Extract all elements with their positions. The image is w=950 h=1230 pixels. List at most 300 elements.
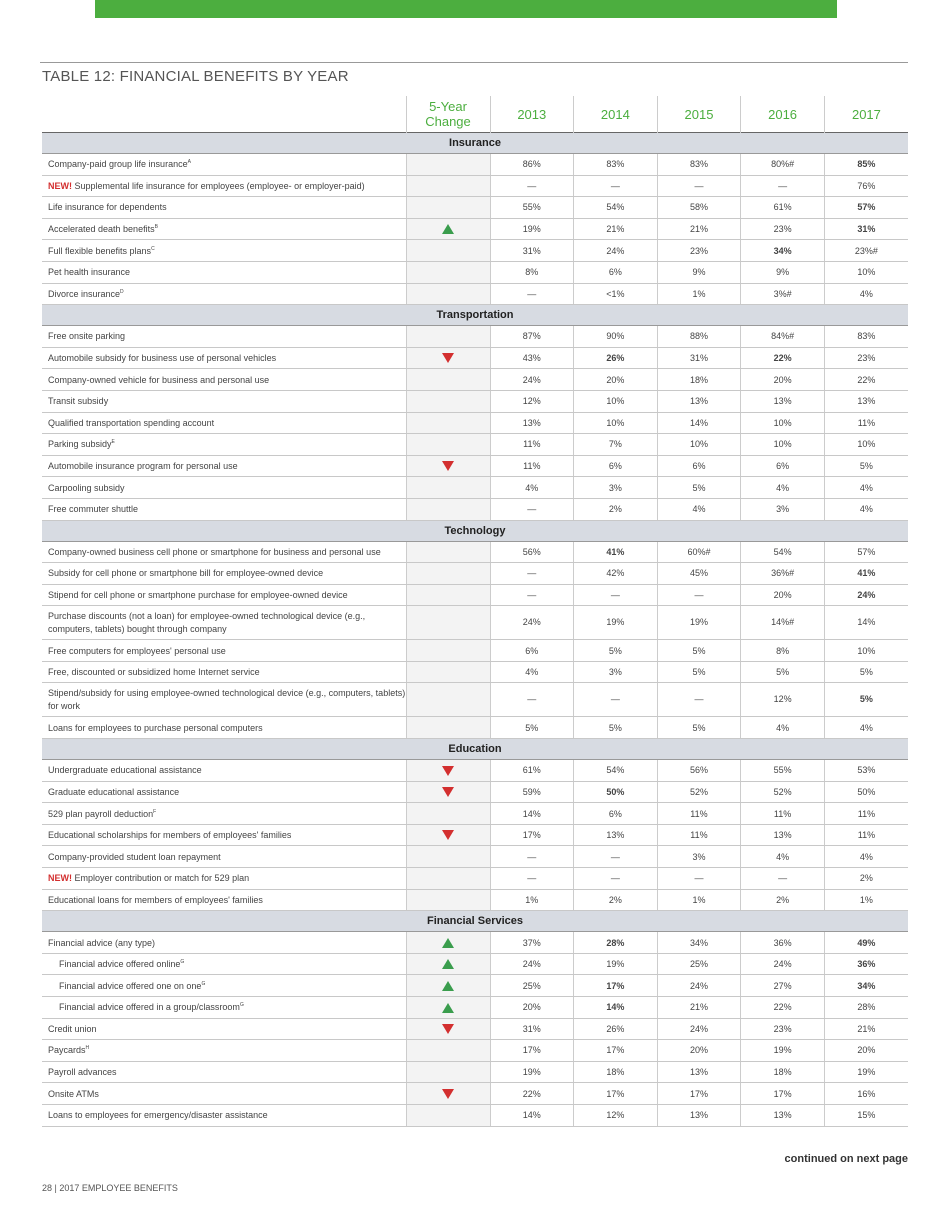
value-cell-2015: 24% <box>657 975 741 997</box>
year-header-2014: 2014 <box>574 96 658 133</box>
value-cell-2014: — <box>574 868 658 890</box>
row-label <box>42 683 406 717</box>
value-cell-2013: 19% <box>490 1061 574 1083</box>
value-cell-2016: 84%# <box>741 326 825 348</box>
value-cell-2014: 41% <box>574 541 658 563</box>
row-label-text: Undergraduate educational assistance <box>48 765 202 776</box>
row-label <box>42 975 406 997</box>
value-cell-2015: 13% <box>657 1104 741 1126</box>
value-cell-2013: 1% <box>490 889 574 911</box>
value-cell-2016: 11% <box>741 803 825 825</box>
value-cell-2014: — <box>574 175 658 197</box>
table-row <box>42 932 908 954</box>
triangle-down-icon <box>442 766 454 776</box>
row-label <box>42 781 406 803</box>
value-cell-2013: — <box>490 175 574 197</box>
row-label <box>42 997 406 1019</box>
value-cell-2013: 37% <box>490 932 574 954</box>
footnote-marker: B <box>154 224 158 231</box>
section-title: Insurance <box>42 133 908 154</box>
row-label <box>42 218 406 240</box>
value-cell-2013: 12% <box>490 390 574 412</box>
row-label-text: Carpooling subsidy <box>48 482 125 493</box>
change-cell <box>406 1104 490 1126</box>
table-row <box>42 824 908 846</box>
new-badge: NEW! <box>48 180 72 191</box>
table-row <box>42 661 908 683</box>
value-cell-2016: 22% <box>741 997 825 1019</box>
table-row <box>42 953 908 975</box>
value-cell-2015: 45% <box>657 563 741 585</box>
value-cell-2016: 80%# <box>741 154 825 176</box>
table-row <box>42 781 908 803</box>
value-cell-2013: 24% <box>490 606 574 640</box>
footnote-marker: E <box>111 439 115 446</box>
table-row <box>42 606 908 640</box>
year-header-2017: 2017 <box>824 96 908 133</box>
value-cell-2014: 54% <box>574 760 658 782</box>
value-cell-2013: — <box>490 868 574 890</box>
section-header-row <box>42 739 908 760</box>
row-label <box>42 369 406 391</box>
value-cell-2013: 86% <box>490 154 574 176</box>
change-cell <box>406 390 490 412</box>
table-row <box>42 1083 908 1105</box>
row-label <box>42 760 406 782</box>
value-cell-2013: 11% <box>490 434 574 456</box>
value-cell-2016: 54% <box>741 541 825 563</box>
value-cell-2017: 4% <box>824 846 908 868</box>
value-cell-2017: 19% <box>824 1061 908 1083</box>
value-cell-2016: 27% <box>741 975 825 997</box>
change-cell <box>406 717 490 739</box>
value-cell-2016: 24% <box>741 953 825 975</box>
value-cell-2013: — <box>490 563 574 585</box>
value-cell-2016: 4% <box>741 846 825 868</box>
table-row <box>42 1104 908 1126</box>
row-label-text: Qualified transportation spending account <box>48 417 215 428</box>
value-cell-2013: 55% <box>490 197 574 219</box>
value-cell-2014: — <box>574 846 658 868</box>
value-cell-2017: 49% <box>824 932 908 954</box>
table-row <box>42 175 908 197</box>
value-cell-2014: 12% <box>574 1104 658 1126</box>
title-rule <box>40 62 908 63</box>
value-cell-2015: 1% <box>657 889 741 911</box>
value-cell-2016: 23% <box>741 1018 825 1040</box>
value-cell-2014: 10% <box>574 412 658 434</box>
value-cell-2015: 52% <box>657 781 741 803</box>
value-cell-2017: 1% <box>824 889 908 911</box>
value-cell-2015: 21% <box>657 218 741 240</box>
value-cell-2013: 24% <box>490 369 574 391</box>
row-label-text: Employer contribution or match for 529 plan <box>72 873 250 884</box>
table-row <box>42 846 908 868</box>
value-cell-2014: 24% <box>574 240 658 262</box>
triangle-up-icon <box>442 938 454 948</box>
triangle-down-icon <box>442 1089 454 1099</box>
table-row <box>42 369 908 391</box>
table-row <box>42 434 908 456</box>
row-label-text: Educational loans for members of employees' families <box>48 894 263 905</box>
value-cell-2014: 19% <box>574 953 658 975</box>
table-row <box>42 1040 908 1062</box>
triangle-up-icon <box>442 224 454 234</box>
row-label <box>42 563 406 585</box>
change-cell <box>406 412 490 434</box>
value-cell-2014: 5% <box>574 717 658 739</box>
change-cell <box>406 1018 490 1040</box>
change-cell <box>406 1040 490 1062</box>
value-cell-2013: 87% <box>490 326 574 348</box>
row-label <box>42 1061 406 1083</box>
value-cell-2016: 55% <box>741 760 825 782</box>
footnote-marker: D <box>120 288 124 295</box>
section-title: Education <box>42 739 908 760</box>
value-cell-2014: 14% <box>574 997 658 1019</box>
value-cell-2015: — <box>657 584 741 606</box>
value-cell-2015: 17% <box>657 1083 741 1105</box>
value-cell-2015: 19% <box>657 606 741 640</box>
row-label-text: Free commuter shuttle <box>48 504 139 515</box>
row-label-text: Paycards <box>48 1045 86 1056</box>
row-label-text: Loans to employees for emergency/disaster assistance <box>48 1110 268 1121</box>
row-label <box>42 390 406 412</box>
value-cell-2017: 16% <box>824 1083 908 1105</box>
change-cell <box>406 889 490 911</box>
change-cell <box>406 606 490 640</box>
value-cell-2016: 4% <box>741 477 825 499</box>
value-cell-2017: 34% <box>824 975 908 997</box>
value-cell-2014: 13% <box>574 824 658 846</box>
footnote-marker: G <box>239 1002 244 1009</box>
value-cell-2015: 11% <box>657 803 741 825</box>
table-row <box>42 717 908 739</box>
table-row <box>42 584 908 606</box>
value-cell-2014: 6% <box>574 803 658 825</box>
value-cell-2013: 14% <box>490 803 574 825</box>
change-cell <box>406 584 490 606</box>
table-row <box>42 412 908 434</box>
value-cell-2015: 4% <box>657 498 741 520</box>
value-cell-2017: 5% <box>824 683 908 717</box>
change-cell <box>406 154 490 176</box>
value-cell-2014: 3% <box>574 661 658 683</box>
value-cell-2016: 3% <box>741 498 825 520</box>
value-cell-2017: 5% <box>824 661 908 683</box>
value-cell-2015: 88% <box>657 326 741 348</box>
row-label <box>42 283 406 305</box>
footnote-marker: G <box>201 980 206 987</box>
change-cell <box>406 498 490 520</box>
value-cell-2017: 24% <box>824 584 908 606</box>
row-label <box>42 154 406 176</box>
value-cell-2016: 3%# <box>741 283 825 305</box>
table-row <box>42 1018 908 1040</box>
value-cell-2016: 17% <box>741 1083 825 1105</box>
change-cell <box>406 683 490 717</box>
table-row <box>42 868 908 890</box>
value-cell-2015: 5% <box>657 477 741 499</box>
value-cell-2015: 21% <box>657 997 741 1019</box>
row-label <box>42 175 406 197</box>
year-header-2016: 2016 <box>741 96 825 133</box>
change-cell <box>406 868 490 890</box>
row-label-text: Educational scholarships for members of employees' families <box>48 830 292 841</box>
row-label-text: Company-paid group life insurance <box>48 159 188 170</box>
value-cell-2017: 57% <box>824 541 908 563</box>
row-label <box>42 455 406 477</box>
value-cell-2017: 21% <box>824 1018 908 1040</box>
table-row <box>42 889 908 911</box>
change-cell <box>406 846 490 868</box>
value-cell-2016: 34% <box>741 240 825 262</box>
row-label-text: Pet health insurance <box>48 267 131 278</box>
value-cell-2014: 90% <box>574 326 658 348</box>
value-cell-2014: 7% <box>574 434 658 456</box>
value-cell-2014: 54% <box>574 197 658 219</box>
value-cell-2017: 85% <box>824 154 908 176</box>
row-label-text: Accelerated death benefits <box>48 224 155 235</box>
year-header-2013: 2013 <box>490 96 574 133</box>
value-cell-2013: 31% <box>490 240 574 262</box>
change-cell <box>406 261 490 283</box>
value-cell-2016: 12% <box>741 683 825 717</box>
value-cell-2013: 5% <box>490 717 574 739</box>
footnote-marker: H <box>85 1045 90 1052</box>
value-cell-2017: 4% <box>824 498 908 520</box>
triangle-down-icon <box>442 787 454 797</box>
section-title: Technology <box>42 520 908 541</box>
value-cell-2017: 28% <box>824 997 908 1019</box>
row-label-text: Stipend for cell phone or smartphone purchase for employee-owned device <box>48 589 348 600</box>
change-cell <box>406 1083 490 1105</box>
value-cell-2014: — <box>574 683 658 717</box>
value-cell-2015: 13% <box>657 390 741 412</box>
table-row <box>42 455 908 477</box>
value-cell-2015: 18% <box>657 369 741 391</box>
value-cell-2015: 9% <box>657 261 741 283</box>
value-cell-2016: — <box>741 175 825 197</box>
change-cell <box>406 175 490 197</box>
value-cell-2017: 23%# <box>824 240 908 262</box>
label-column-header <box>42 96 406 133</box>
value-cell-2016: 20% <box>741 584 825 606</box>
value-cell-2015: 60%# <box>657 541 741 563</box>
row-label-text: Financial advice offered one on one <box>59 980 202 991</box>
value-cell-2016: 13% <box>741 824 825 846</box>
section-title: Financial Services <box>42 911 908 932</box>
page-footer: 28 | 2017 EMPLOYEE BENEFITS <box>42 1183 178 1193</box>
value-cell-2013: 31% <box>490 1018 574 1040</box>
row-label <box>42 640 406 662</box>
value-cell-2014: 83% <box>574 154 658 176</box>
change-cell <box>406 326 490 348</box>
value-cell-2014: 20% <box>574 369 658 391</box>
value-cell-2014: 5% <box>574 640 658 662</box>
row-label <box>42 197 406 219</box>
value-cell-2017: 14% <box>824 606 908 640</box>
row-label-text: Company-provided student loan repayment <box>48 851 221 862</box>
change-cell <box>406 661 490 683</box>
value-cell-2016: 19% <box>741 1040 825 1062</box>
change-cell <box>406 997 490 1019</box>
row-label <box>42 412 406 434</box>
change-cell <box>406 197 490 219</box>
value-cell-2014: 21% <box>574 218 658 240</box>
change-column-header: 5-Year Change <box>406 96 490 133</box>
table-row <box>42 240 908 262</box>
triangle-up-icon <box>442 1003 454 1013</box>
row-label-text: Financial advice (any type) <box>48 937 156 948</box>
change-cell <box>406 803 490 825</box>
value-cell-2013: 22% <box>490 1083 574 1105</box>
value-cell-2014: — <box>574 584 658 606</box>
row-label <box>42 846 406 868</box>
section-header-row <box>42 520 908 541</box>
value-cell-2013: 6% <box>490 640 574 662</box>
value-cell-2015: 5% <box>657 717 741 739</box>
row-label-text: Free, discounted or subsidized home Internet service <box>48 667 260 678</box>
benefits-table <box>42 96 908 1127</box>
value-cell-2014: 19% <box>574 606 658 640</box>
footnote-marker: C <box>151 245 155 252</box>
value-cell-2015: 83% <box>657 154 741 176</box>
change-cell <box>406 283 490 305</box>
row-label-text: Onsite ATMs <box>48 1088 99 1099</box>
change-cell <box>406 760 490 782</box>
value-cell-2016: 2% <box>741 889 825 911</box>
change-cell <box>406 455 490 477</box>
value-cell-2017: 4% <box>824 717 908 739</box>
footnote-marker: F <box>153 808 157 815</box>
section-header-row <box>42 305 908 326</box>
change-cell <box>406 347 490 369</box>
table-row <box>42 261 908 283</box>
continued-note: continued on next page <box>784 1153 908 1165</box>
value-cell-2013: 19% <box>490 218 574 240</box>
table-row <box>42 347 908 369</box>
row-label-text: Free onsite parking <box>48 331 126 342</box>
row-label <box>42 953 406 975</box>
table-row <box>42 498 908 520</box>
triangle-up-icon <box>442 981 454 991</box>
value-cell-2016: 61% <box>741 197 825 219</box>
row-label <box>42 541 406 563</box>
new-badge: NEW! <box>48 873 72 884</box>
value-cell-2013: — <box>490 846 574 868</box>
row-label <box>42 1083 406 1105</box>
value-cell-2015: 13% <box>657 1061 741 1083</box>
change-cell <box>406 1061 490 1083</box>
value-cell-2017: 20% <box>824 1040 908 1062</box>
header-row <box>42 96 908 133</box>
row-label <box>42 584 406 606</box>
value-cell-2015: 58% <box>657 197 741 219</box>
value-cell-2017: 22% <box>824 369 908 391</box>
value-cell-2014: 28% <box>574 932 658 954</box>
row-label <box>42 606 406 640</box>
value-cell-2017: 11% <box>824 824 908 846</box>
table-row <box>42 197 908 219</box>
row-label-text: Supplemental life insurance for employees (employee- or employer-paid) <box>72 180 365 191</box>
value-cell-2016: 13% <box>741 390 825 412</box>
value-cell-2013: 17% <box>490 1040 574 1062</box>
change-cell <box>406 218 490 240</box>
value-cell-2017: 13% <box>824 390 908 412</box>
value-cell-2014: 6% <box>574 261 658 283</box>
table-row <box>42 683 908 717</box>
value-cell-2013: — <box>490 283 574 305</box>
change-cell <box>406 640 490 662</box>
value-cell-2014: 17% <box>574 1040 658 1062</box>
value-cell-2013: 17% <box>490 824 574 846</box>
value-cell-2017: 53% <box>824 760 908 782</box>
triangle-down-icon <box>442 1024 454 1034</box>
row-label-text: 529 plan payroll deduction <box>48 808 154 819</box>
value-cell-2017: 4% <box>824 477 908 499</box>
value-cell-2016: 52% <box>741 781 825 803</box>
row-label-text: Loans for employees to purchase personal computers <box>48 722 263 733</box>
value-cell-2015: 1% <box>657 283 741 305</box>
row-label <box>42 326 406 348</box>
row-label-text: Transit subsidy <box>48 396 109 407</box>
value-cell-2013: — <box>490 584 574 606</box>
row-label-text: Credit union <box>48 1023 97 1034</box>
row-label-text: Company-owned vehicle for business and personal use <box>48 374 270 385</box>
year-header-2015: 2015 <box>657 96 741 133</box>
value-cell-2013: 43% <box>490 347 574 369</box>
value-cell-2017: 10% <box>824 434 908 456</box>
value-cell-2014: 26% <box>574 347 658 369</box>
value-cell-2017: 23% <box>824 347 908 369</box>
value-cell-2015: — <box>657 683 741 717</box>
row-label-text: Automobile subsidy for business use of personal vehicles <box>48 353 277 364</box>
value-cell-2015: 11% <box>657 824 741 846</box>
value-cell-2013: 56% <box>490 541 574 563</box>
change-cell <box>406 369 490 391</box>
value-cell-2014: 42% <box>574 563 658 585</box>
table-row <box>42 390 908 412</box>
value-cell-2013: 24% <box>490 953 574 975</box>
value-cell-2016: 10% <box>741 434 825 456</box>
table-row <box>42 760 908 782</box>
table-row <box>42 640 908 662</box>
value-cell-2017: 31% <box>824 218 908 240</box>
value-cell-2015: — <box>657 868 741 890</box>
value-cell-2013: 61% <box>490 760 574 782</box>
value-cell-2016: 18% <box>741 1061 825 1083</box>
value-cell-2017: 11% <box>824 412 908 434</box>
row-label <box>42 1040 406 1062</box>
value-cell-2013: 25% <box>490 975 574 997</box>
value-cell-2016: 9% <box>741 261 825 283</box>
row-label <box>42 240 406 262</box>
row-label-text: Stipend/subsidy for using employee-owned technological device (e.g., computers, tablets) for work <box>48 687 406 711</box>
row-label <box>42 347 406 369</box>
row-label <box>42 1104 406 1126</box>
row-label <box>42 498 406 520</box>
value-cell-2017: 50% <box>824 781 908 803</box>
row-label <box>42 932 406 954</box>
table-row <box>42 563 908 585</box>
section-header-row <box>42 133 908 154</box>
row-label-text: Automobile insurance program for personal use <box>48 461 238 472</box>
value-cell-2015: 6% <box>657 455 741 477</box>
row-label <box>42 803 406 825</box>
value-cell-2017: 5% <box>824 455 908 477</box>
table-row <box>42 997 908 1019</box>
